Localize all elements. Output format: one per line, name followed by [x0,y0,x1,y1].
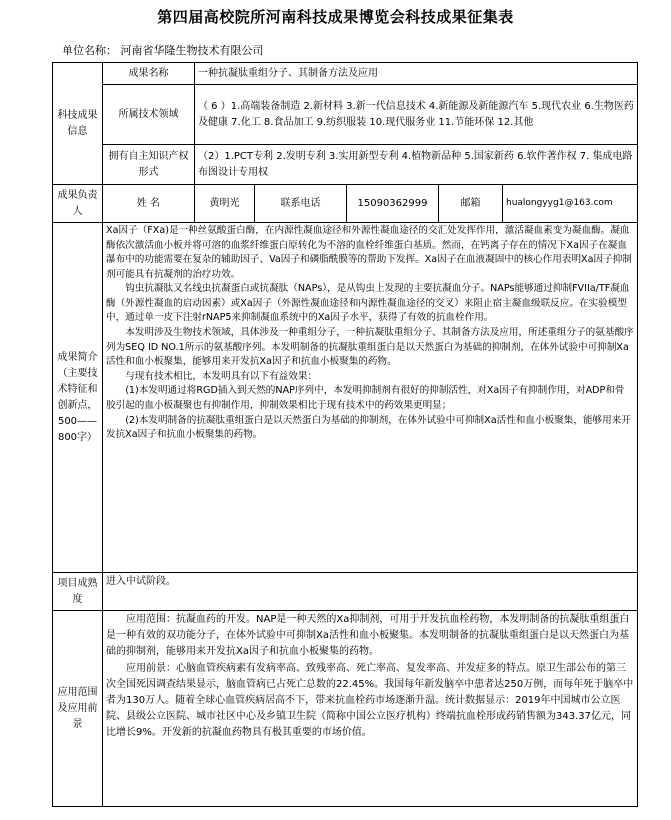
application-label: 应用范围及应用前景 [53,611,103,807]
achievement-name-label: 成果名称 [103,63,195,85]
tech-field-label: 所属技术领域 [103,85,195,145]
application-paragraph: 应用前景：心脑血管疾病素有发病率高、致残率高、死亡率高、复发率高、并发症多的特点。原卫生部公布的第三次全国死因调查结果显示，脑血管病已占死亡总数的22.45%。我国每年新发脑卒中患者达250万例，而每年死于脑卒中者为130万人。随着全球心血管疾病居高不下，带来抗血栓药市场逐渐升温。统计数据显示：2019年中国城市公立医院、县级公立医院、城市社区中心及乡镇卫生院（简称中国公立医疗机构）终端抗血栓形成药销售额为343.37亿元，同比增长9%。开发新的抗凝血药物具有极其重要的市场价值。 [106,662,634,739]
info-section-label: 科技成果信息 [53,63,103,185]
owner-name-value: 黄明光 [195,185,255,223]
owner-phone-label: 联系电话 [255,185,347,223]
intro-paragraph: Xa因子（FXa)是一种丝氨酸蛋白酶，在内源性凝血途径和外源性凝血途径的交汇处发挥作用，激活凝血素变为凝血酶。凝血酶依次激活血小板并将可溶的血浆纤维蛋白原转化为不溶的血栓纤维蛋白基质。然而，在钙离子存在的情况下Xa因子在凝血瀑布中的功能需要在复杂的辅助因子、Va因子和磷脂酰膜等的帮助下发挥。Xa因子在血液凝固中的核心作用表明Xa因子抑制剂可能具有抗凝剂的治疗功效。 [106,225,632,280]
maturity-label: 项目成熟度 [53,573,103,611]
intro-paragraph: (2)本发明制备的抗凝肽重组蛋白是以天然蛋白为基础的抑制剂，在体外试验中可抑制Xa活性和血小板聚集，能够用来开发抗Xa因子和抗血小板聚集的药物。 [106,414,631,441]
tech-field-value: （ 6 ）1.高端装备制造 2.新材料 3.新一代信息技术 4.新能源及新能源汽车 5.现代农业 6.生物医药及健康 7.化工 8.食品加工 9.纺织服装 10.现代服务业 11.节能环保 12.其他 [195,85,638,145]
owner-name-label: 姓 名 [103,185,195,223]
ip-form-value: （2）1.PCT专利 2.发明专利 3.实用新型专利 4.植物新品种 5.国家新药 6.软件著作权 7. 集成电路布图设计专用权 [195,145,638,185]
achievement-name-value: 一种抗凝肽重组分子、其制备方法及应用 [195,63,638,85]
intro-content [103,223,638,573]
intro-paragraph: 与现有技术相比，本发明具有以下有益效果： [125,370,318,382]
owner-email-label: 邮箱 [439,185,503,223]
maturity-value: 进入中试阶段。 [103,573,638,611]
ip-form-label: 拥有自主知识产权形式 [103,145,195,185]
application-content [103,611,638,807]
unit-name: 单位名称： 河南省华隆生物技术有限公司 [62,44,264,57]
owner-section-label: 成果负责人 [53,185,103,223]
owner-phone-value: 15090362999 [347,185,439,223]
intro-label: 成果简介（主要技术特征和创新点，500——800字） [53,223,103,573]
intro-paragraph: 钩虫抗凝肽又名线虫抗凝蛋白或抗凝肽（NAPs），是从钩虫上发现的主要抗凝血分子。NAPs能够通过抑制FVIIa/TF凝血酶（外源性凝血的启动因素）或Xa因子（外源性凝血途径和内源性凝血途径的交叉）来阻止宿主凝血级联反应。在实验模型中，通过单一皮下注射rNAP5来抑制凝血系统中的Xa因子水平，获得了有效的抗血栓作用。 [106,283,630,324]
form-table [52,62,638,807]
page-title: 第四届高校院所河南科技成果博览会科技成果征集表 [157,8,514,26]
owner-email-value: hualongyyg1@163.com [503,185,638,223]
intro-paragraph: 本发明涉及生物技术领域，具体涉及一种重组分子，一种抗凝肽重组分子、其制备方法及应用，所述重组分子的氨基酸序列为SEQ ID NO.1所示的氨基酸序列。本发明制备的抗凝肽重组蛋白是以天然蛋白为基础的抑制剂，在体外试验中可抑制Xa活性和血小板聚集，能够用来开发抗Xa因子和抗血小板聚集的药物。 [106,327,634,368]
application-paragraph: 应用范围：抗凝血药的开发。NAP是一种天然的Xa抑制剂，可用于开发抗血栓药物，本发明制备的抗凝肽重组蛋白是一种有效的双功能分子，在体外试验中可抑制Xa活性和血小板聚集。本发明制备的抗凝肽重组蛋白是以天然蛋白为基础的抑制剂，能够用来开发抗Xa因子和抗血小板聚集的药物。 [106,614,630,658]
intro-paragraph: (1)本发明通过将RGD插入到天然的NAP序列中，本发明抑制剂有很好的抑制活性，对Xa因子有抑制作用，对ADP和骨胶引起的血小板凝聚也有抑制作用，抑制效果相比于现有技术中的药效果更明显； [106,385,625,411]
